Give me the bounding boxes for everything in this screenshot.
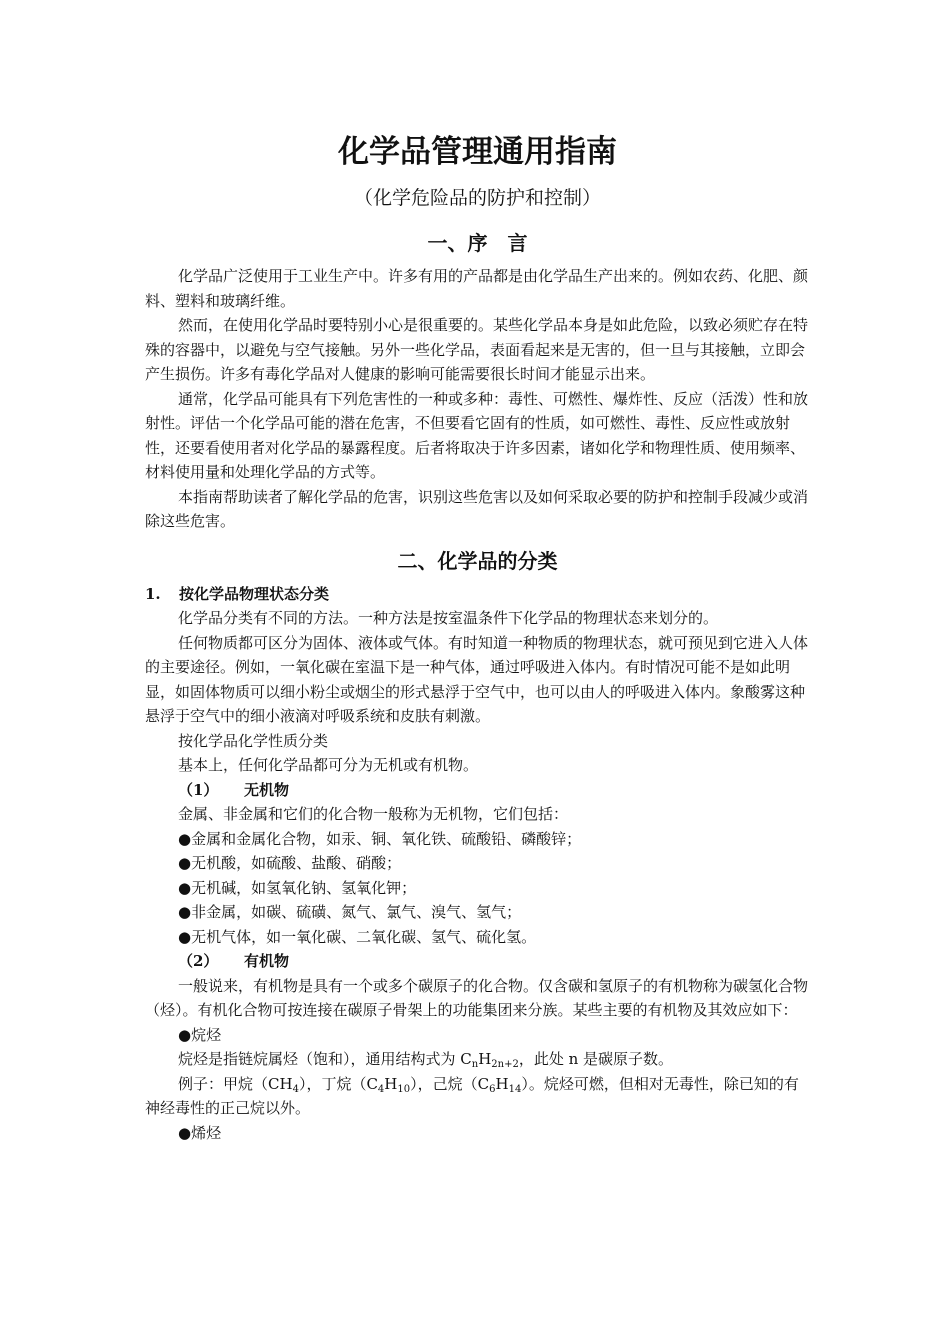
alkane-definition <box>145 1047 810 1072</box>
subscript: n <box>471 1059 479 1070</box>
text: 例子：甲烷（CH <box>178 1074 293 1093</box>
subscript: 6 <box>489 1083 496 1095</box>
paragraph: 一般说来，有机物是具有一个或多个碳原子的化合物。仅含碳和氢原子的有机物称为碳氢化合物（烃）。有机化合物可按连接在碳原子骨架上的功能集团来分族。某些主要的有机物及其效应如下： <box>145 976 809 1019</box>
subscript: 4 <box>377 1083 385 1095</box>
text: ），己烷（C <box>410 1074 490 1093</box>
paragraph: 金属、非金属和它们的化合物一般称为无机物，它们包括： <box>178 805 569 823</box>
organic-heading <box>145 949 810 974</box>
subscript: 2n+2 <box>491 1059 519 1070</box>
inorganic-number: （1） <box>178 780 219 799</box>
document-subtitle: （化学危险品的防护和控制） <box>353 187 601 209</box>
text: H <box>495 1074 509 1093</box>
list-item: ●无机气体，如一氧化碳、二氧化碳、氢气、硫化氢。 <box>178 927 537 946</box>
text: ）。烷烃可燃，但相对无毒性，除已知的有神经毒性的正己烷以外。 <box>145 1074 799 1117</box>
paragraph: 本指南帮助读者了解化学品的危害，识别这些危害以及如何采取必要的防护和控制手段减少或消除这些危害。 <box>145 487 809 530</box>
paragraph: 化学品分类有不同的方法。一种方法是按室温条件下化学品的物理状态来划分的。 <box>178 609 719 627</box>
paragraph: 通常，化学品可能具有下列危害性的一种或多种：毒性、可燃性、爆炸性、反应（活泼）性和放射性。评估一个化学品可能的潜在危害，不但要看它固有的性质，如可燃性、毒性、反应性或放射性，还要看使用者对化学品的暴露程度。后者将取决于许多因素，诸如化学和物理性质、使用频率、材料使用量和处理化学品的方式等。 <box>145 389 809 481</box>
inorganic-title: 无机物 <box>244 780 290 799</box>
subsection-title: 按化学品物理状态分类 <box>179 584 330 603</box>
text: H <box>478 1050 492 1068</box>
paragraph: 基本上，任何化学品都可分为无机或有机物。 <box>178 756 479 774</box>
text: 烷烃是指链烷属烃（饱和），通用结构式为 C <box>178 1050 472 1068</box>
paragraph: 然而，在使用化学品时要特别小心是很重要的。某些化学品本身是如此危险，以致必须贮存在特殊的容器中，以避免与空气接触。另外一些化学品，表面看起来是无害的，但一旦与其接触，立即会产生损伤。许多有毒化学品对人健康的影响可能需要很长时间才能显示出来。 <box>145 316 809 383</box>
list-item: ●无机碱，如氢氧化钠、氢氧化钾； <box>178 878 417 897</box>
organic-number: （2） <box>178 952 219 970</box>
list-item-alkene: ●烯烃 <box>178 1123 222 1142</box>
paragraph: 任何物质都可区分为固体、液体或气体。有时知道一种物质的物理状态，就可预见到它进入人体的主要途径。例如，一氧化碳在室温下是一种气体，通过呼吸进入体内。有时情况可能不是如此明显，如固体物质可以细小粉尘或烟尘的形式悬浮于空气中，也可以由人的呼吸进入体内。象酸雾这种悬浮于空气中的细小液滴对呼吸系统和皮肤有刺激。 <box>145 633 809 725</box>
document-body <box>145 128 810 1145</box>
subsection-2-title: 按化学品化学性质分类 <box>178 731 329 750</box>
list-item: ●非金属，如碳、硫磺、氮气、氯气、溴气、氢气； <box>178 903 522 921</box>
document-title: 化学品管理通用指南 <box>338 134 617 170</box>
text: H <box>384 1074 398 1093</box>
paragraph: 化学品广泛使用于工业生产中。许多有用的产品都是由化学品生产出来的。例如农药、化肥、颜料、塑料和玻璃纤维。 <box>145 267 809 310</box>
section-2-heading: 二、化学品的分类 <box>397 548 558 573</box>
organic-title: 有机物 <box>244 952 290 970</box>
text: ，此处 n 是碳原子数。 <box>518 1050 674 1068</box>
subsection-1-heading <box>145 582 810 607</box>
subscript: 10 <box>397 1083 411 1095</box>
section-1-heading: 一、序 言 <box>427 231 528 255</box>
subsection-number: 1. <box>145 584 161 603</box>
subscript: 14 <box>508 1083 522 1095</box>
list-item-alkane: ●烷烃 <box>178 1025 222 1044</box>
text: ），丁烷（C <box>298 1074 378 1093</box>
list-item: ●金属和金属化合物，如汞、铜、氧化铁、硫酸铅、磷酸锌； <box>178 829 582 848</box>
inorganic-heading <box>145 778 810 803</box>
subscript: 4 <box>292 1083 299 1095</box>
list-item: ●无机酸，如硫酸、盐酸、硝酸； <box>178 854 402 872</box>
alkane-examples <box>145 1072 810 1121</box>
